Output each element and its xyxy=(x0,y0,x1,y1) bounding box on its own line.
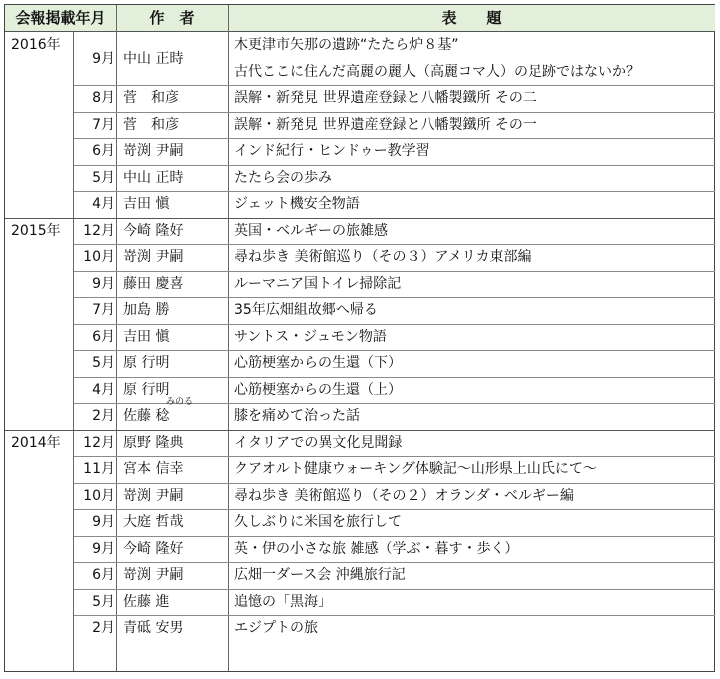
author-cell: 今崎 隆好 xyxy=(123,222,184,239)
row-separator xyxy=(73,589,715,590)
author-cell: 吉田 愼 xyxy=(123,328,170,345)
row-separator xyxy=(73,324,715,325)
title-cell: 尋ね歩き 美術館巡り（その３）アメリカ東部編 xyxy=(234,249,532,265)
row-separator xyxy=(73,244,715,245)
title-cell: インド紀行・ヒンドゥー教学習 xyxy=(234,143,430,159)
author-cell: 藤田 慶喜 xyxy=(123,275,184,292)
month-cell: 8月 xyxy=(92,90,115,107)
author-cell: 佐藤 稔 xyxy=(123,408,170,425)
author-cell: 中山 正時 xyxy=(123,169,184,186)
month-cell: 9月 xyxy=(92,50,115,67)
month-cell: 4月 xyxy=(92,381,115,398)
row-separator xyxy=(73,138,715,139)
title-cell: 誤解・新発見 世界遺産登録と八幡製鐵所 その一 xyxy=(234,116,537,133)
header-date: 会報掲載年月 xyxy=(5,5,116,32)
month-cell: 12月 xyxy=(83,222,115,239)
month-cell: 6月 xyxy=(92,567,115,584)
author-cell: 今崎 隆好 xyxy=(123,540,184,557)
title-cell: 英・伊の小さな旅 雑感（学ぶ・暮す・歩く） xyxy=(234,540,519,557)
column-divider xyxy=(228,5,229,671)
column-divider xyxy=(116,5,117,671)
month-cell: 12月 xyxy=(83,434,115,451)
title-cell: 誤解・新発見 世界遺産登録と八幡製鐵所 その二 xyxy=(234,90,537,106)
title-cell: 木更津市矢那の遺跡“たたら炉８基” xyxy=(234,37,459,53)
month-cell: 10月 xyxy=(83,487,115,504)
author-cell: 原 行明 xyxy=(123,355,170,372)
year-cell: 2014年 xyxy=(11,434,61,451)
row-separator xyxy=(73,165,715,166)
title-cell: 追憶の「黒海」 xyxy=(234,593,332,610)
month-cell: 7月 xyxy=(92,302,115,319)
title-cell: 尋ね歩き 美術館巡り（その２）オランダ・ベルギー編 xyxy=(234,487,574,504)
title-cell: 心筋梗塞からの生還（下） xyxy=(234,355,402,371)
title-cell: サントス・ジュモン物語 xyxy=(234,328,387,345)
title-cell: エジプトの旅 xyxy=(234,620,318,636)
month-cell: 2月 xyxy=(92,408,115,425)
author-ruby: みのる xyxy=(166,397,194,408)
title-cell: たたら会の歩み xyxy=(234,169,332,186)
year-cell: 2016年 xyxy=(11,37,61,53)
header-author: 作 者 xyxy=(116,5,228,32)
month-cell: 9月 xyxy=(92,514,115,531)
row-separator xyxy=(73,456,715,457)
author-cell: 大庭 哲哉 xyxy=(123,514,184,531)
author-cell: 嵜渕 尹嗣 xyxy=(123,143,184,160)
title-cell: イタリアでの異文化見聞録 xyxy=(234,434,403,451)
author-cell: 吉田 愼 xyxy=(123,196,170,213)
author-cell: 菅 和彦 xyxy=(123,90,179,107)
title-cell: 35年広畑組故郷へ帰る xyxy=(234,302,378,318)
author-cell: 嵜渕 尹嗣 xyxy=(123,249,184,266)
title-cell: 古代ここに住んだ高麗の麗人（高麗コマ人）の足跡ではないか？ xyxy=(234,63,640,80)
author-cell: 青砥 安男 xyxy=(123,620,184,637)
author-cell: 佐藤 進 xyxy=(123,593,170,610)
row-separator xyxy=(73,297,715,298)
year-cell: 2015年 xyxy=(11,222,61,239)
author-cell: 加島 勝 xyxy=(123,302,170,319)
month-cell: 11月 xyxy=(83,461,115,478)
month-cell: 5月 xyxy=(92,169,115,186)
author-cell: 原 行明 xyxy=(123,381,170,398)
row-separator xyxy=(73,562,715,563)
month-cell: 6月 xyxy=(92,143,115,160)
row-separator xyxy=(73,112,715,113)
row-separator xyxy=(73,483,715,484)
month-cell: 9月 xyxy=(92,540,115,557)
author-cell: 宮本 信幸 xyxy=(123,461,184,478)
title-cell: 久しぶりに米国を旅行して xyxy=(234,514,402,530)
row-separator xyxy=(73,509,715,510)
article-index-table xyxy=(4,4,715,672)
row-separator xyxy=(73,350,715,351)
month-cell: 6月 xyxy=(92,328,115,345)
row-separator xyxy=(73,536,715,537)
title-cell: 広畑一ダース会 沖縄旅行記 xyxy=(234,567,406,583)
header-title: 表 題 xyxy=(228,5,715,32)
row-separator xyxy=(73,191,715,192)
author-cell: 嵜渕 尹嗣 xyxy=(123,567,184,584)
author-cell: 菅 和彦 xyxy=(123,116,179,133)
title-cell: 膝を痛めて治った話 xyxy=(234,408,360,424)
author-cell: 中山 正時 xyxy=(123,50,184,67)
month-cell: 5月 xyxy=(92,593,115,610)
title-cell: クアオルト健康ウォーキング体験記～山形県上山氏にて～ xyxy=(234,461,597,477)
author-cell: 原野 隆典 xyxy=(123,434,184,451)
title-cell: 心筋梗塞からの生還（上） xyxy=(234,381,402,398)
month-cell: 5月 xyxy=(92,355,115,372)
month-cell: 4月 xyxy=(92,196,115,213)
title-cell: ルーマニア国トイレ掃除記 xyxy=(234,275,402,292)
month-cell: 9月 xyxy=(92,275,115,292)
row-separator xyxy=(73,615,715,616)
title-cell: 英国・ベルギーの旅雑感 xyxy=(234,222,388,239)
group-separator xyxy=(5,218,715,219)
row-separator xyxy=(73,271,715,272)
title-cell: ジェット機安全物語 xyxy=(234,196,360,212)
group-separator xyxy=(5,430,715,431)
month-cell: 10月 xyxy=(83,249,115,266)
row-separator xyxy=(73,85,715,86)
column-divider xyxy=(73,32,74,671)
month-cell: 2月 xyxy=(92,620,115,637)
row-separator xyxy=(73,377,715,378)
author-cell: 嵜渕 尹嗣 xyxy=(123,487,184,504)
month-cell: 7月 xyxy=(92,116,115,133)
